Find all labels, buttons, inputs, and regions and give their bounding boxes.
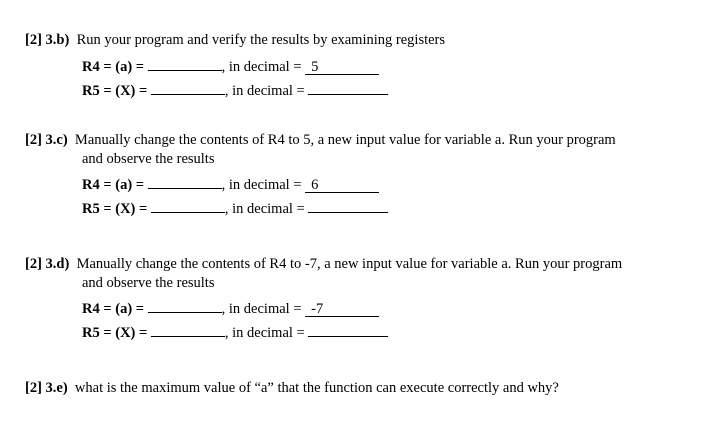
r5-decimal-field[interactable]	[308, 80, 388, 95]
r5-label: R5 = (X) =	[82, 325, 148, 341]
r5-hex-blank[interactable]	[151, 80, 225, 95]
r5-decimal-field[interactable]	[308, 198, 388, 213]
question-3e-heading	[25, 379, 559, 397]
r4-hex-blank[interactable]	[148, 298, 222, 313]
r4-answer-row: R4 = (a) = , in decimal = 6	[82, 174, 379, 194]
in-decimal-label: in decimal =	[232, 201, 305, 217]
in-decimal-label: in decimal =	[232, 325, 305, 341]
r5-label: R5 = (X) =	[82, 201, 148, 217]
question-number: [2] 3.e)	[25, 380, 68, 396]
r4-hex-blank[interactable]	[148, 56, 222, 71]
r4-decimal-field[interactable]: 5	[305, 60, 379, 75]
question-text-line1: Manually change the contents of R4 to -7, a new input value for variable a. Run your program	[76, 256, 623, 272]
question-number: [2] 3.d)	[25, 256, 70, 272]
question-text: Run your program and verify the results by examining registers	[76, 32, 446, 48]
r5-hex-blank[interactable]	[151, 322, 225, 337]
in-decimal-label: in decimal =	[232, 83, 305, 99]
r4-label: R4 = (a) =	[82, 59, 145, 75]
question-3c-line2: and observe the results	[82, 151, 215, 167]
question-3d-heading	[25, 255, 695, 273]
r5-answer-row: R5 = (X) = , in decimal =	[82, 80, 388, 100]
r5-label: R5 = (X) =	[82, 83, 148, 99]
r4-decimal-field[interactable]: -7	[305, 302, 379, 317]
r5-answer-row: R5 = (X) = , in decimal =	[82, 322, 388, 342]
question-3c-heading	[25, 131, 695, 149]
r4-label: R4 = (a) =	[82, 177, 145, 193]
in-decimal-label: in decimal =	[228, 301, 302, 317]
r4-hex-blank[interactable]	[148, 174, 222, 189]
in-decimal-label: in decimal =	[228, 59, 302, 75]
r5-decimal-field[interactable]	[308, 322, 388, 337]
r4-decimal-field[interactable]: 6	[305, 178, 379, 193]
r4-label: R4 = (a) =	[82, 301, 145, 317]
question-3b-heading	[25, 31, 445, 49]
question-text-line1: Manually change the contents of R4 to 5, a new input value for variable a. Run your program	[74, 132, 616, 148]
r4-answer-row: R4 = (a) = , in decimal = 5	[82, 56, 379, 76]
question-number: [2] 3.c)	[25, 132, 68, 148]
question-number: [2] 3.b)	[25, 32, 70, 48]
r5-hex-blank[interactable]	[151, 198, 225, 213]
question-3d-line2: and observe the results	[82, 275, 215, 291]
in-decimal-label: in decimal =	[228, 177, 302, 193]
r4-answer-row: R4 = (a) = , in decimal = -7	[82, 298, 379, 318]
r5-answer-row: R5 = (X) = , in decimal =	[82, 198, 388, 218]
question-text: what is the maximum value of “a” that the function can execute correctly and why?	[74, 380, 559, 396]
